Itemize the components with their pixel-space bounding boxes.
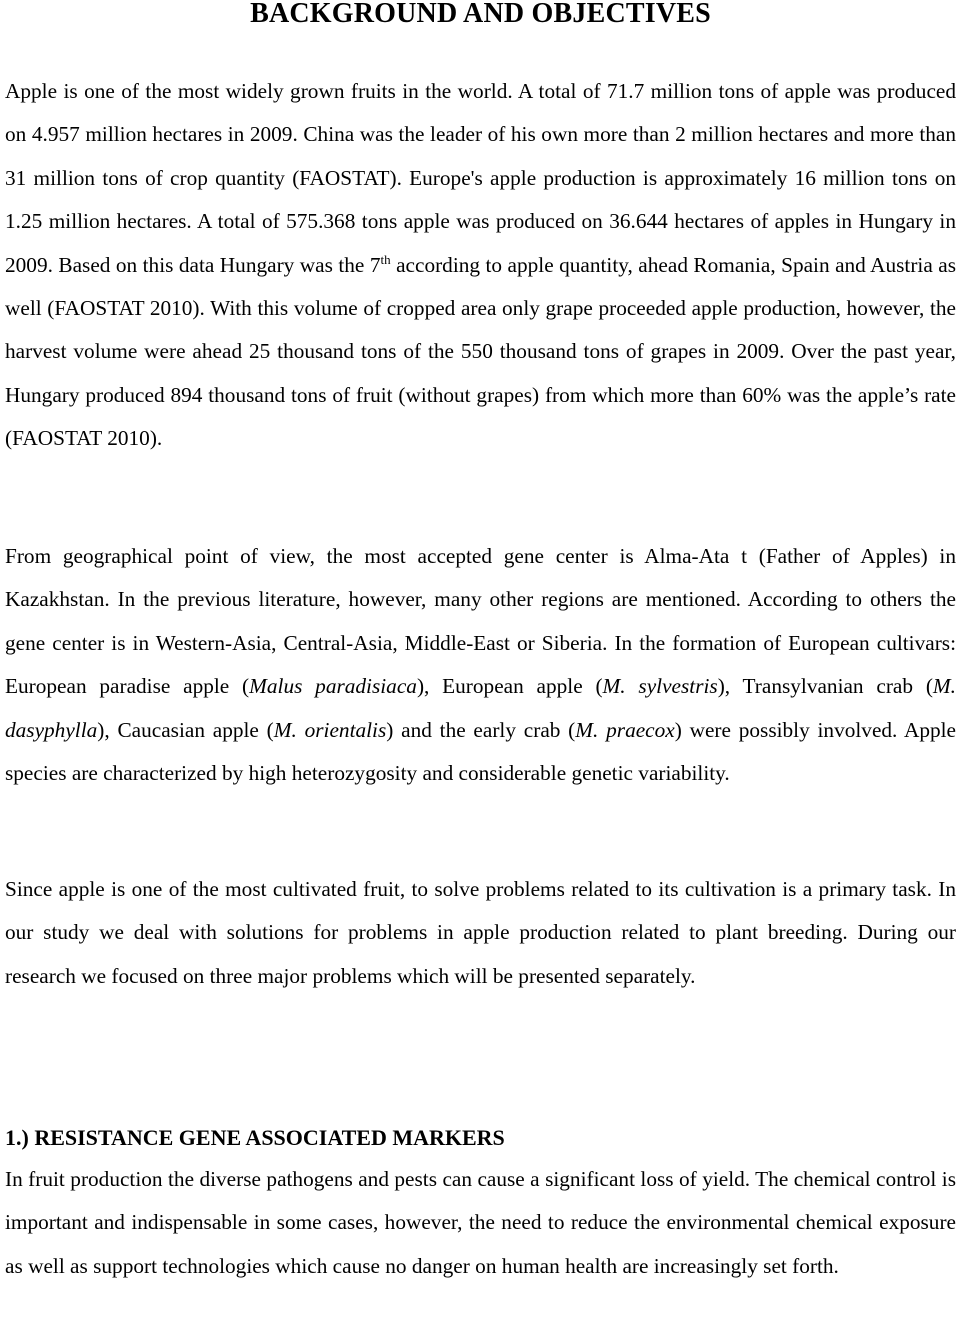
paragraph-text: ), Transylvanian crab (: [717, 674, 933, 699]
paragraph-resistance-markers: In fruit production the diverse pathogens and pests can cause a significant loss of yield. The chemical control is important and indispensable in some cases, however, the need to reduce the environmental chemical exposure as well as support technologies which cause no danger on human health are increasingly set forth.: [5, 1167, 956, 1278]
page-title: BACKGROUND AND OBJECTIVES: [250, 0, 711, 29]
paragraph-text: ), Caucasian apple (: [97, 717, 274, 742]
species-name: M.: [575, 717, 599, 742]
species-name: orientalis: [304, 717, 387, 742]
section-heading: 1.) RESISTANCE GENE ASSOCIATED MARKERS: [5, 1125, 505, 1150]
paragraph-text: [297, 718, 305, 742]
paragraph-study-aims: Since apple is one of the most cultivated fruit, to solve problems related to its cultivation is a primary task. In our study we deal with solutions for problems in apple production related to plant breeding. During our research we focused on three major problems which will be presented separately.: [5, 877, 956, 988]
paragraph-text: ) and the early crab (: [386, 717, 576, 742]
paragraph-apple-production: [5, 70, 956, 461]
paragraph-text: [626, 674, 639, 698]
paragraph-text: Apple is one of the most widely grown fruits in the world. A total of 71.7 million tons of apple was produced on 4.957 million hectares in 2009. China was the leader of his own more than 2 million hectares and more than 31 million tons of crop quantity (FAOSTAT). Europe's apple production is approximately 16 million tons on 1.25 million hectares. A total of 575.368 tons apple was produced on 36.644 hectares of apples in Hungary in 2009. Based on this data Hungary was the 7: [5, 79, 956, 277]
species-name: praecox: [606, 717, 675, 742]
paragraph-text: From geographical point of view, the most accepted gene center is Alma-Ata t (Father of Apples) in Kazakhstan. In the previous literature, however, many other regions are mentioned. According to others the gene center is in Western-Asia, Central-Asia, Middle-East or Siberia. In the formation of European cultivars: European paradise apple (: [5, 544, 956, 699]
paragraph-text: ) were possibly involved. Apple species are characterized by high heterozygosity and considerable genetic variability.: [5, 717, 957, 786]
ordinal-superscript: th: [380, 251, 391, 267]
paragraph-text: according to apple quantity, ahead Romania, Spain and Austria as well (FAOSTAT 2010). With this volume of cropped area only grape proceeded apple production, however, the harvest volume were ahead 25 thousand tons of the 550 thousand tons of grapes in 2009. Over the past year, Hungary produced 894 thousand tons of fruit (without grapes) from which more than 60% was the apple’s rate (FAOSTAT 2010).: [5, 252, 957, 451]
species-name: Malus paradisiaca: [249, 674, 417, 699]
paragraph-text: ), European apple (: [416, 674, 603, 699]
paragraph-gene-center: [5, 535, 956, 795]
paragraph-text: [598, 718, 606, 742]
species-name: dasyphylla: [5, 717, 98, 742]
species-name: M.: [932, 674, 956, 699]
species-name: M.: [273, 717, 297, 742]
species-name: M.: [602, 674, 626, 699]
species-name: sylvestris: [638, 674, 718, 699]
